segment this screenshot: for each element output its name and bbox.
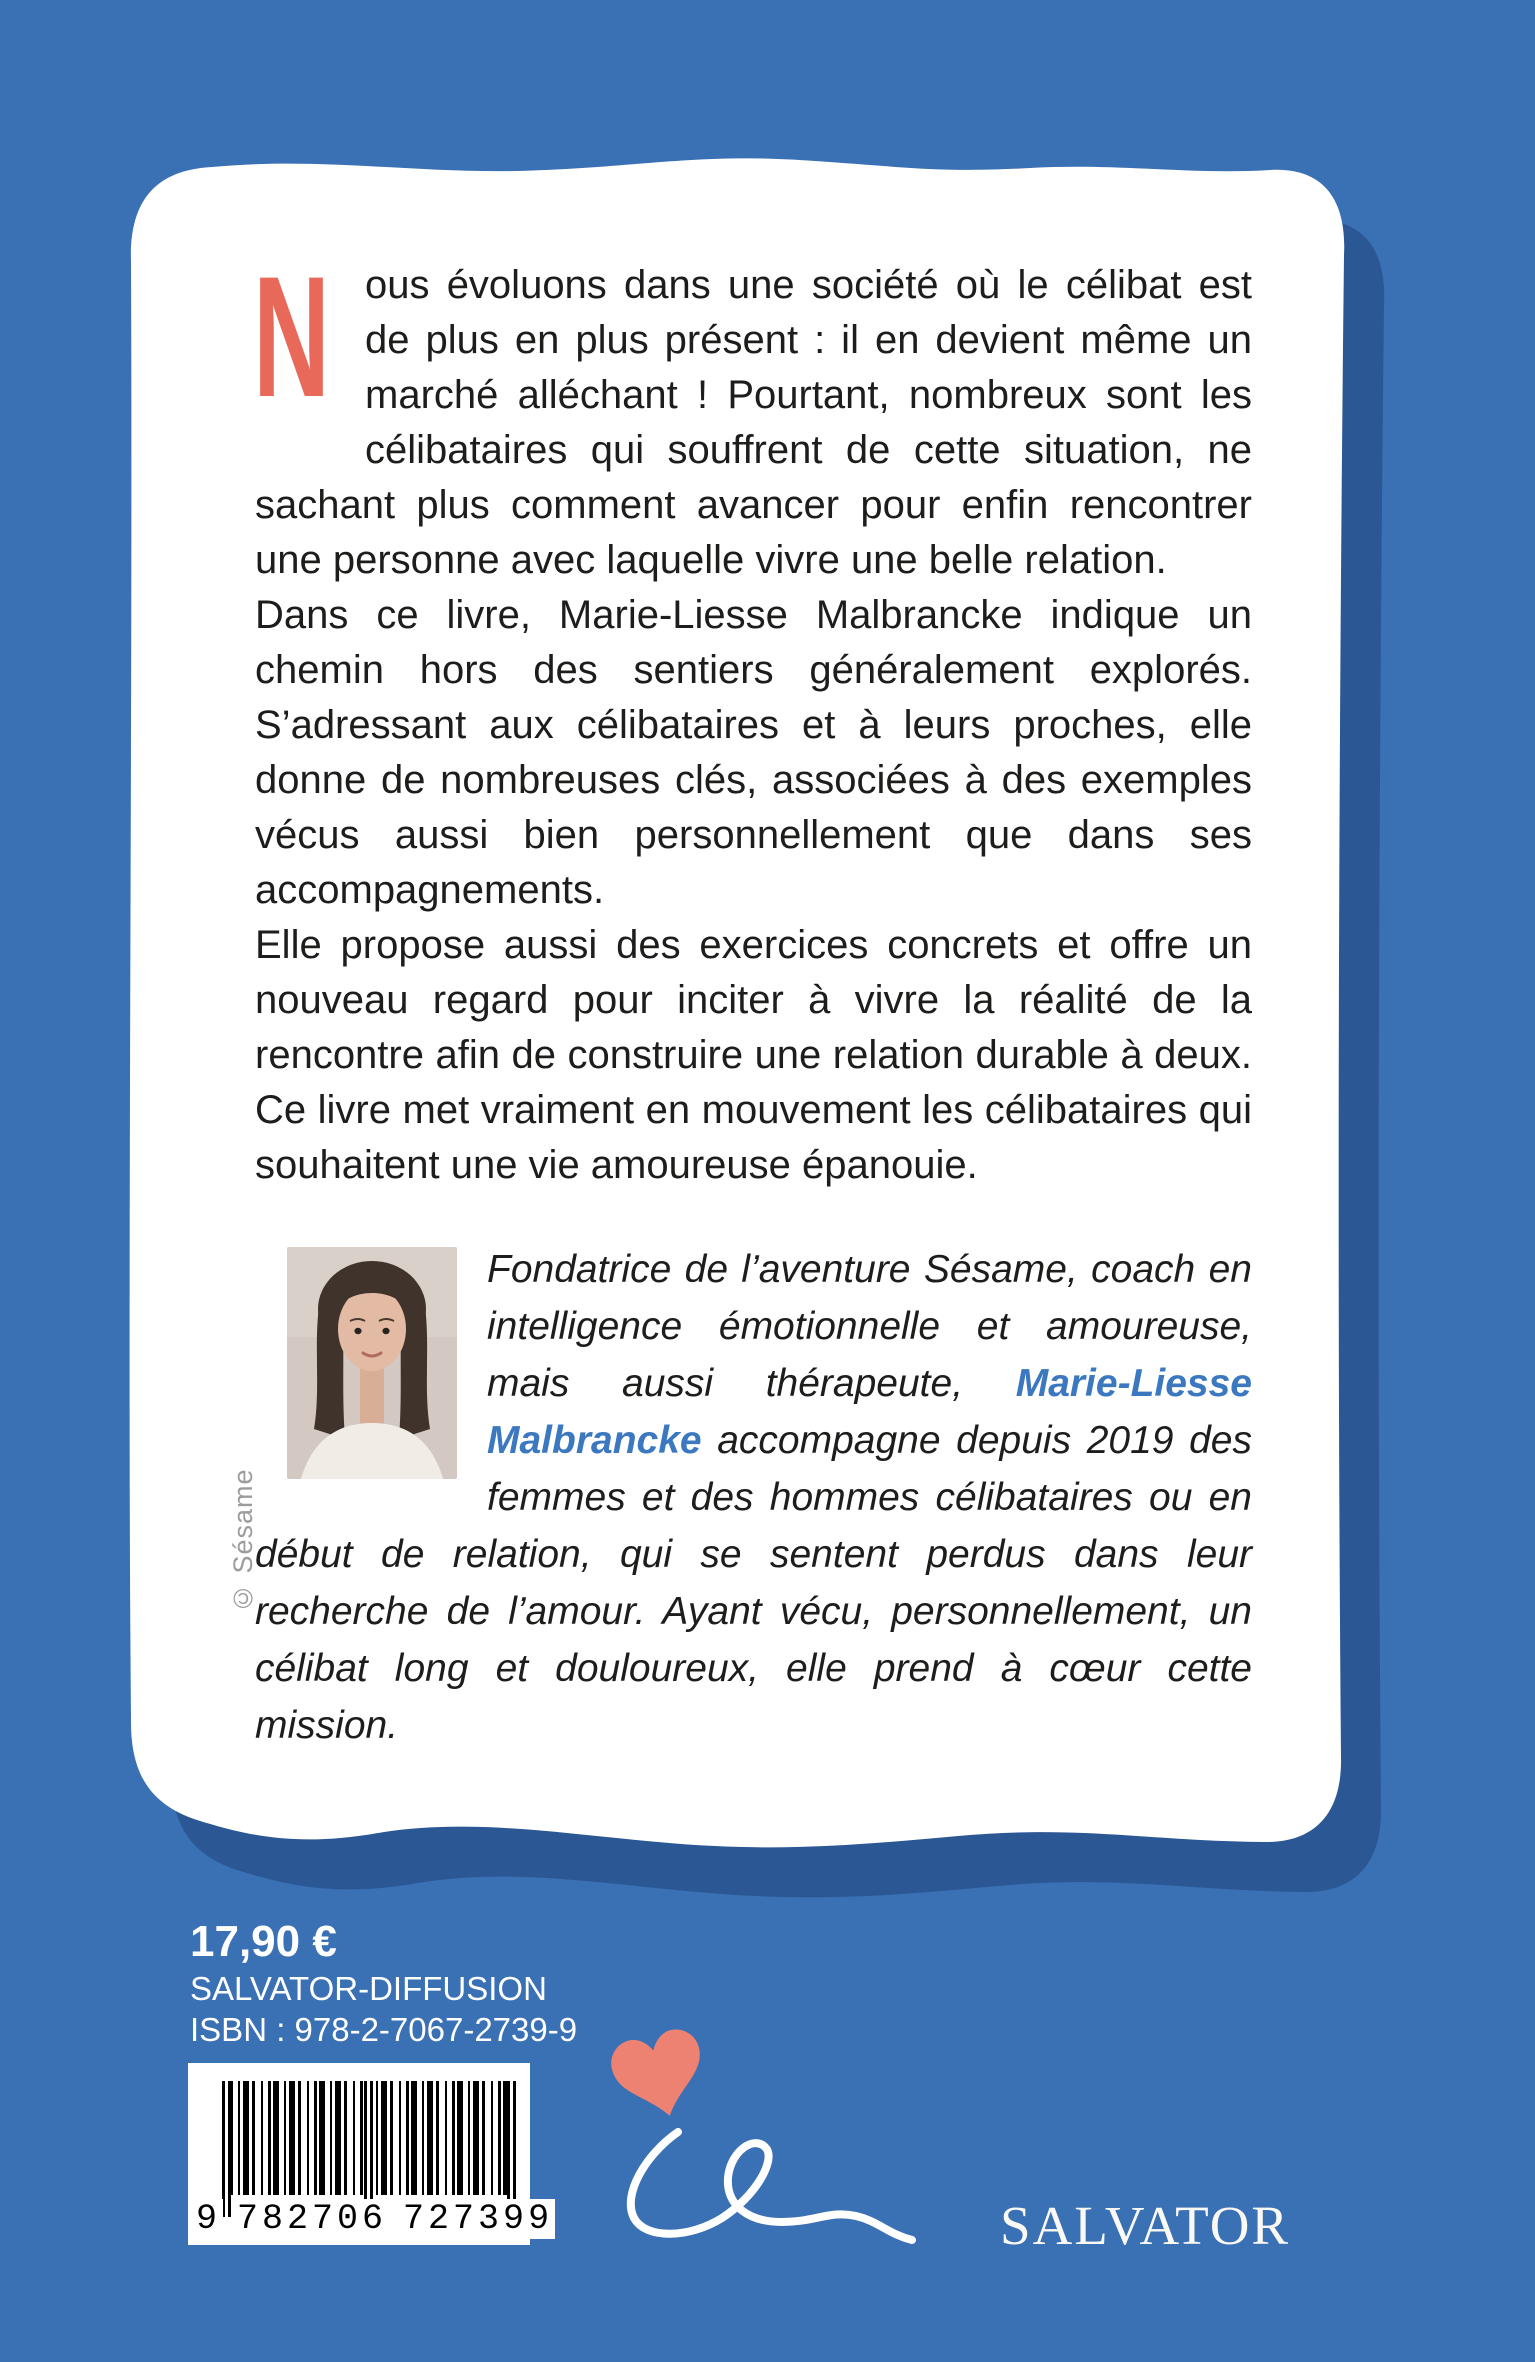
barcode-digits xyxy=(194,2199,554,2239)
author-bio xyxy=(255,1241,1252,1754)
synopsis-paragraph-2: Dans ce livre, Marie-Liesse Malbrancke indique un chemin hors des sentiers généralement explorés. S’adressant aux célibataires et à leurs proches, elle donne de nombreuses clés, associées à des exemples vécus aussi bien personnellement que dans ses accompagnements. xyxy=(255,593,1252,912)
string-doodle xyxy=(631,2132,912,2240)
author-photo xyxy=(287,1247,457,1479)
barcode-digits-right: 727399 xyxy=(403,2199,554,2239)
publisher-logo: SALVATOR xyxy=(1000,2195,1291,2256)
barcode-digits-left: 782706 xyxy=(237,2199,388,2239)
barcode-guard-middle xyxy=(364,2081,373,2217)
barcode-guard-right xyxy=(507,2081,516,2217)
barcode-guard-left xyxy=(222,2081,231,2217)
bio-text-after: accompagne depuis 2019 des femmes et des hommes célibataires ou en début de relation, qui se sentent perdus dans leur recherche de l’amour. Ayant vécu, personnellement, un célibat long et douloureux, elle prend à cœur cette mission. xyxy=(255,1419,1252,1747)
drop-cap: N xyxy=(253,241,331,433)
heart-balloon-doodle xyxy=(560,2010,980,2280)
heart-icon xyxy=(606,2024,713,2126)
synopsis-paragraph-3: Elle propose aussi des exercices concrets et offre un nouveau regard pour inciter à vivre la réalité de la rencontre afin de construire une relation durable à deux. Ce livre met vraiment en mouvement les célibataires qui souhaitent une vie amoureuse épanouie. xyxy=(255,923,1252,1187)
edition-info xyxy=(190,1916,577,2050)
price: 17,90 € xyxy=(190,1917,337,1966)
barcode-digit-lead: 9 xyxy=(196,2199,222,2239)
isbn: ISBN : 978-2-7067-2739-9 xyxy=(190,2011,578,2048)
author-portrait-illustration xyxy=(287,1247,457,1479)
bio-text-before: Fondatrice de l’aventure Sésame, coach en intelligence émotionnelle et amoureuse, mais aussi thérapeute, xyxy=(487,1248,1252,1405)
distributor: SALVATOR-DIFFUSION xyxy=(190,1970,547,2007)
paragraph-1-text: ous évoluons dans une société où le célibat est de plus en plus présent : il en devient même un marché alléchant ! Pourtant, nombreux sont les célibataires qui souffrent de cette situation, ne sachant plus comment avancer pour enfin rencontrer une personne avec laquelle vivre une belle relation. xyxy=(255,263,1252,582)
author-name: Marie-Liesse Malbrancke xyxy=(487,1362,1252,1462)
synopsis-paragraph-1 xyxy=(253,241,1252,588)
barcode xyxy=(188,2063,554,2245)
photo-credit: © Sésame xyxy=(228,1468,258,1613)
synopsis xyxy=(253,241,1252,1754)
